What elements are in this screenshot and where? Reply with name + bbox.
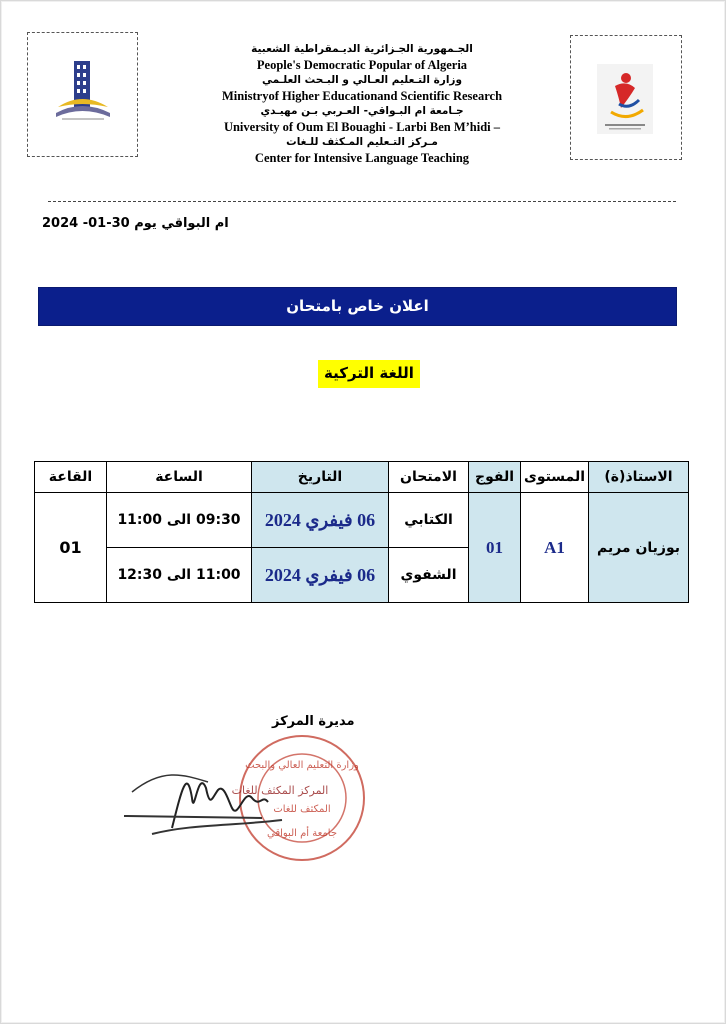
time-value: 11:00 الى 12:30 <box>117 567 241 583</box>
svg-text:جامعة أم البواقي: جامعة أم البواقي <box>267 828 337 839</box>
institution-header <box>150 42 574 166</box>
header-line-8: Center for Intensive Language Teaching <box>254 150 470 165</box>
university-logo-icon <box>28 33 137 156</box>
header-line-5: جـامعة ام البـواقي- العـربي بـن مهيـدي <box>260 105 464 117</box>
time-value: 09:30 الى 11:00 <box>117 512 241 528</box>
group-cell: 01 <box>469 493 521 603</box>
header-teacher: الاستاذ(ة) <box>589 462 689 493</box>
exam-cell: الشفوي <box>389 548 469 603</box>
header-date: التاريخ <box>252 462 389 493</box>
table-header-row <box>35 462 689 493</box>
level-cell: A1 <box>521 493 589 603</box>
date-cell <box>252 548 389 603</box>
signer-title: مديرة المركز <box>272 714 355 729</box>
header-exam: الامتحان <box>389 462 469 493</box>
official-stamp-icon <box>112 728 372 868</box>
header-line-7: مـركز التـعليم المـكثف للـغات <box>286 136 438 148</box>
svg-text:المركز المكثف للغات: المركز المكثف للغات <box>231 784 329 797</box>
header-room: القاعة <box>35 462 107 493</box>
header-line-1: الجـمهورية الجـزائرية الديـمقراطية الشعبية <box>251 43 473 55</box>
svg-text:المكثف للغات: المكثف للغات <box>273 804 331 815</box>
header-level: المستوى <box>521 462 589 493</box>
exam-cell: الكتابي <box>389 493 469 548</box>
header-line-4: Ministryof Higher Educationand Scientific Research <box>221 88 503 103</box>
exam-table <box>34 461 689 603</box>
date-cell <box>252 493 389 548</box>
svg-text:وزارة التعليم العالي والبحث: وزارة التعليم العالي والبحث <box>245 760 359 771</box>
time-cell <box>107 548 252 603</box>
language-center-logo-icon <box>571 36 681 159</box>
header-line-6: University of Oum El Bouaghi - Larbi Ben M’hidi – <box>223 119 501 134</box>
header-divider <box>48 201 676 202</box>
header-time: الساعة <box>107 462 252 493</box>
room-cell: 01 <box>35 493 107 603</box>
table-row <box>35 493 689 548</box>
left-logo-frame <box>27 32 138 157</box>
time-cell <box>107 493 252 548</box>
date-value: 06 فيفري 2024 <box>264 564 376 585</box>
announcement-banner: اعلان خاص بامتحان <box>38 287 677 326</box>
language-title: اللغة التركية <box>318 360 420 388</box>
header-line-2: People's Democratic Popular of Algeria <box>256 57 468 72</box>
teacher-cell: بوزيان مريم <box>589 493 689 603</box>
date-value: 06 فيفري 2024 <box>264 509 376 530</box>
right-logo-frame <box>570 35 682 160</box>
header-line-3: وزارة التـعليم العـالي و البـحث العلـمي <box>261 74 463 86</box>
date-line: ام البواقي يوم 30-01- 2024 <box>42 216 229 231</box>
header-group: الفوج <box>469 462 521 493</box>
